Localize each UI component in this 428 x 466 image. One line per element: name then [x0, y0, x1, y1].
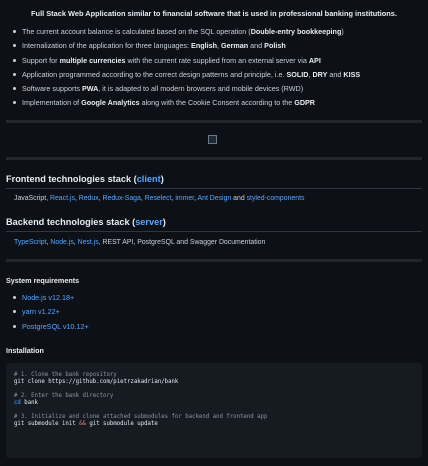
- requirement-item: Node.js v12.18+: [10, 293, 89, 307]
- redux-link[interactable]: Redux: [78, 195, 99, 202]
- frontend-heading: Frontend technologies stack (client): [6, 174, 164, 184]
- feature-item: Application programmed according to the correct design patterns and principle, i.e. SOLID, DRY and KISS: [10, 70, 420, 84]
- horizontal-rule: [6, 157, 422, 160]
- backend-heading: Backend technologies stack (server): [6, 217, 166, 227]
- typescript-link[interactable]: TypeScript: [14, 239, 47, 246]
- react-link[interactable]: React.js: [50, 195, 75, 202]
- yarn-requirement-link[interactable]: yarn: [22, 307, 36, 317]
- code-line: git clone https://github.com/pietrzakadrian/bank: [14, 379, 179, 385]
- reselect-link[interactable]: Reselect: [144, 195, 172, 202]
- server-link[interactable]: server: [135, 217, 163, 227]
- ant-design-link[interactable]: Ant Design: [197, 195, 232, 202]
- broken-image-icon[interactable]: [208, 135, 217, 144]
- feature-item: Support for multiple currencies with the current rate supplied from an external server via API: [10, 56, 420, 70]
- heading-underline: [6, 188, 422, 189]
- nodejs-requirement-link[interactable]: Node.js: [22, 293, 47, 302]
- requirements-list: [10, 293, 89, 336]
- nestjs-link[interactable]: Nest.js: [77, 239, 99, 246]
- requirement-item: PostgreSQL v10.12+: [10, 322, 89, 336]
- code-comment: # 3. Initialize and clone attached submodules for backend and frontend app: [14, 414, 268, 420]
- feature-item: The current account balance is calculated based on the SQL operation (Double-entry bookkeeping): [10, 27, 420, 41]
- feature-item: Internalization of the application for three languages: English, German and Polish: [10, 41, 420, 55]
- styled-components-link[interactable]: styled-components: [246, 195, 305, 202]
- feature-item: Software supports PWA, it is adapted to all modern browsers and mobile devices (RWD): [10, 84, 420, 98]
- heading-underline: [6, 231, 422, 232]
- postgresql-requirement-link[interactable]: PostgreSQL: [22, 321, 61, 331]
- intro-title: Full Stack Web Application similar to financial software that is used in professional banking institutions.: [31, 9, 397, 18]
- code-comment: # 1. Clone the bank repository: [14, 372, 117, 378]
- frontend-stack: JavaScript, React.js, Redux, Redux-Saga, Reselect, immer, Ant Design and styled-components: [14, 195, 305, 202]
- client-link[interactable]: client: [136, 174, 161, 184]
- requirement-item: yarn v1.22+: [10, 307, 89, 321]
- feature-item: Implementation of Google Analytics along with the Cookie Consent according to the GDPR: [10, 98, 420, 112]
- requirements-heading: System requirements: [6, 276, 80, 285]
- code-comment: # 2. Enter the bank directory: [14, 393, 114, 399]
- installation-code-block[interactable]: [6, 363, 422, 458]
- installation-heading: Installation: [6, 346, 44, 355]
- horizontal-rule: [6, 120, 422, 123]
- features-list: [10, 27, 420, 113]
- immer-link[interactable]: immer: [175, 195, 195, 202]
- redux-saga-link[interactable]: Redux-Saga: [102, 195, 141, 202]
- code-line: git submodule init && git submodule update: [14, 421, 158, 427]
- code-line: cd bank: [14, 400, 38, 406]
- nodejs-link[interactable]: Node.js: [50, 239, 74, 246]
- backend-stack: TypeScript, Node.js, Nest.js, REST API, PostgreSQL and Swagger Documentation: [14, 239, 266, 246]
- horizontal-rule: [6, 259, 422, 262]
